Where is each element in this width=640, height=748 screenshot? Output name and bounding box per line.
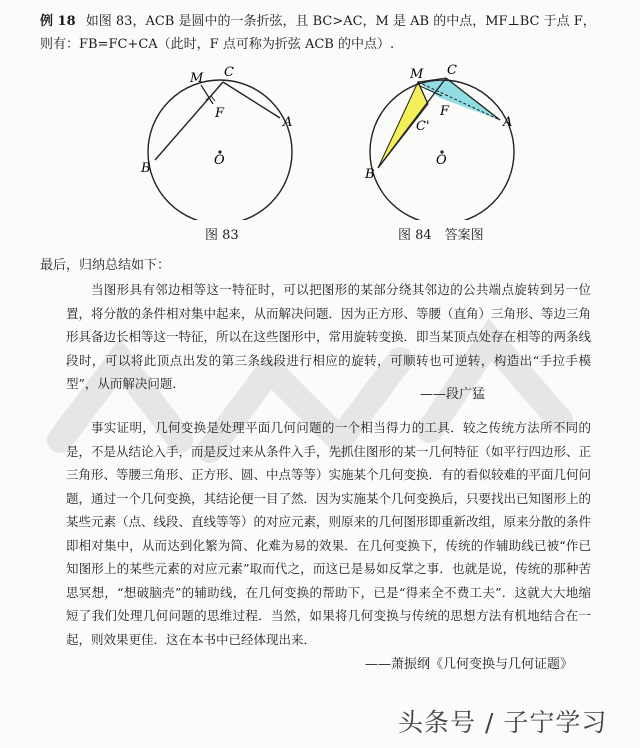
- label-C: C: [447, 63, 457, 78]
- paragraph-2: 事实证明，几何变换是处理平面几何问题的一个相当得力的工具．较之传统方法所不同的是，不是从结论入手，而是反过来从条件入手，先抓住图形的某一几何特征（如平行四边形、正三角形、等腰三角形、正方形、圆、中点等等）实施某个几何变换．有的看似较难的平面几何问题，通过一个几何变换，其结论便一目了然．因为实施某个几何变换后，只要找出已知图形上的某些元素（点、线段、直线等等）的对应元素，则原来的几何图形即重新改组，原来分散的条件即相对集中，从而达到化繁为简、化难为易的效果．在几何变换下，传统的作辅助线已被“作已知图形上的某些元素的对应元素”取而代之，而这已是易如反掌之事．也就是说，传统的那种苦思冥想，“想破脑壳”的辅助线，在几何变换的帮助下，已是“得来全不费工夫”．这就大大地缩短了我们处理几何问题的思维过程．当然，如果将几何变换与传统的思想方法有机地结合在一起，则效果更佳．这在本书中已经体现出来．: [66, 420, 592, 647]
- label-O: O: [436, 153, 447, 168]
- label-F: F: [440, 104, 450, 119]
- problem-line-1: 如图 83，ACB 是圆中的一条折弦，且 BC>AC，M 是 AB 的中点，MF⊥BC 于点 F，: [85, 14, 596, 29]
- figure-84: [360, 60, 530, 220]
- figure-83-caption: 图 83: [205, 228, 239, 243]
- source-watermark: 头条号 / 子宁学习: [398, 708, 608, 737]
- label-A: A: [503, 115, 513, 130]
- label-C: C: [224, 65, 234, 80]
- signature-2: ——萧振纲《几何变换与几何证题》: [365, 657, 574, 672]
- problem-line-2: 则有：FB=FC+CA（此时，F 点可称为折弦 ACB 的中点）.: [40, 37, 395, 52]
- problem-label: 例 18: [40, 14, 76, 29]
- label-O: O: [214, 153, 225, 168]
- problem-statement: [40, 10, 620, 56]
- label-B: B: [365, 167, 375, 182]
- paragraph-1: 当图形具有邻边相等这一特征时，可以把图形的某部分绕其邻边的公共端点旋转到另一位置，将分散的条件相对集中起来，从而解决问题．因为正方形、等腰（直角）三角形、等边三角形具备边长相等这一特征，所以在这些图形中，常用旋转变换．即当某顶点处存在相等的两条线段时，可以将此顶点出发的第三条线段进行相应的旋转，可顺转也可逆转，构造出“手拉手模型”，从而解决问题．: [66, 282, 592, 391]
- label-C-prime: C': [416, 119, 430, 134]
- label-A: A: [283, 115, 293, 130]
- signature-1: ——段广猛: [420, 387, 486, 402]
- summary-heading: 最后，归纳总结如下：: [40, 258, 171, 273]
- label-B: B: [141, 161, 151, 176]
- label-F: F: [215, 106, 225, 121]
- figure-83: [135, 60, 305, 220]
- label-M: M: [190, 71, 204, 86]
- label-M: M: [410, 67, 424, 82]
- figure-84-caption: 图 84 答案图: [398, 228, 484, 243]
